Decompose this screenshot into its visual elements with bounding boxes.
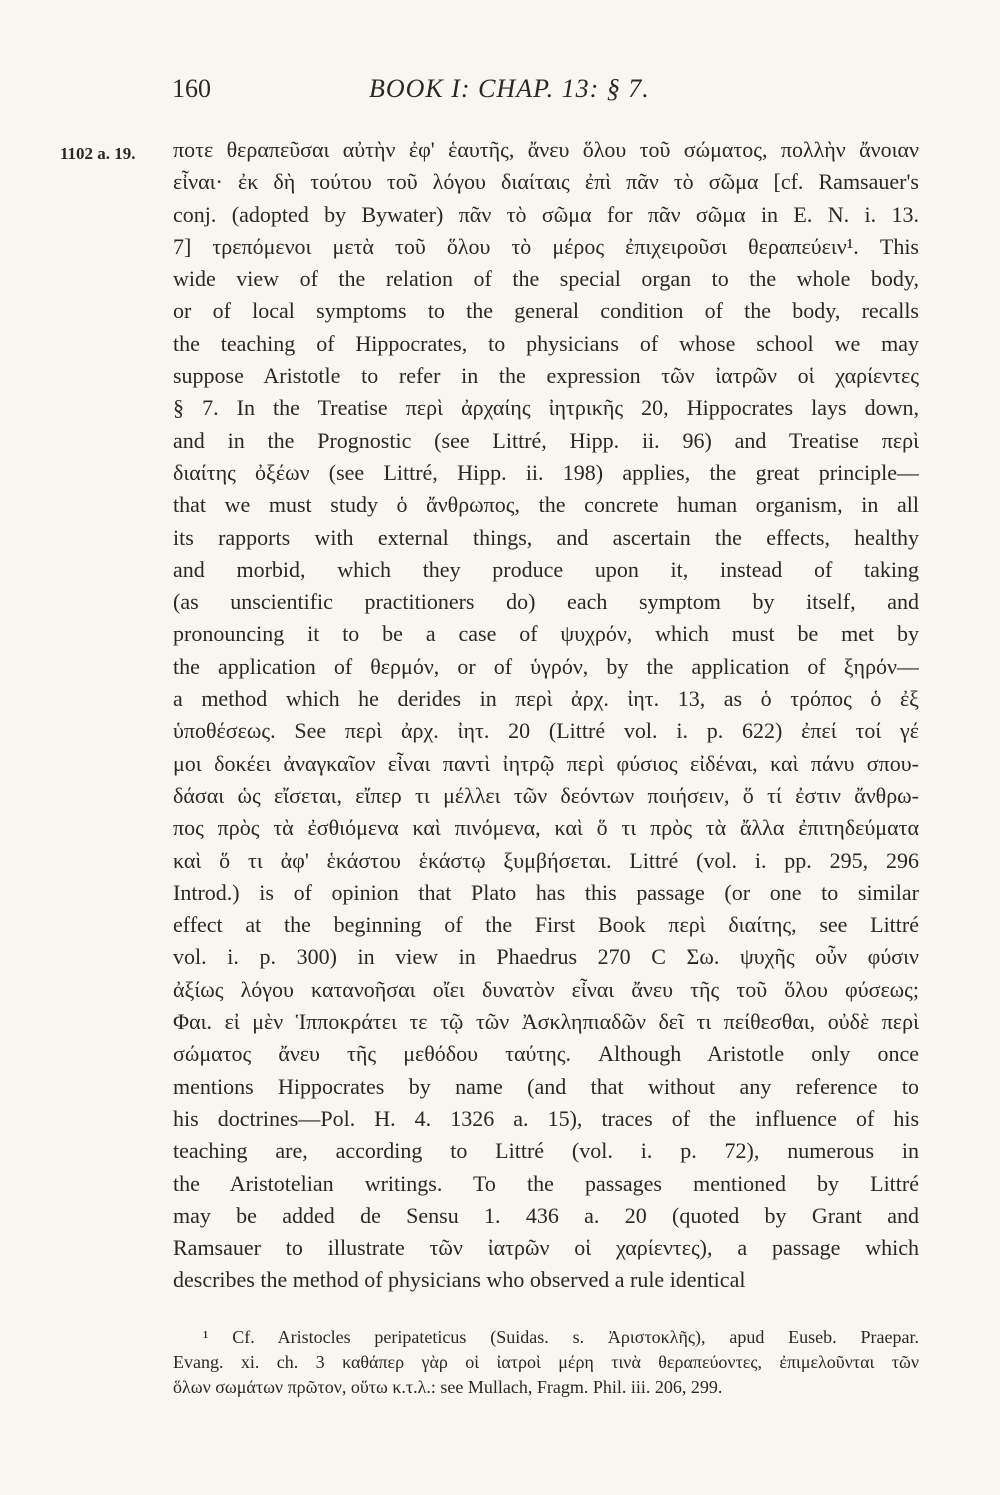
text-line: Ramsauer to illustrate τῶν ἰατρῶν οἱ χαρίεντες), a passage which	[173, 1235, 919, 1261]
text-line: σώματος ἄνευ τῆς μεθόδου ταύτης. Although Aristotle only once	[173, 1041, 919, 1067]
text-line: Φαι. εἰ μὲν Ἱπποκράτει τε τῷ τῶν Ἀσκληπιαδῶν δεῖ τι πείθεσθαι, οὐδὲ περὶ	[173, 1009, 919, 1035]
text-line: suppose Aristotle to refer in the expression τῶν ἰατρῶν οἱ χαρίεντες	[173, 363, 919, 389]
footnote-line: ¹ Cf. Aristocles peripateticus (Suidas. s. Ἀριστοκλῆς), apud Euseb. Praepar.	[203, 1327, 919, 1347]
footnote-line: ὅλων σωμάτων πρῶτον, οὕτω κ.τ.λ.: see Mullach, Fragm. Phil. iii. 206, 299.	[173, 1377, 723, 1397]
text-line: may be added de Sensu 1. 436 a. 20 (quoted by Grant and	[173, 1202, 919, 1228]
text-line: and in the Prognostic (see Littré, Hipp. ii. 96) and Treatise περὶ	[173, 427, 919, 453]
text-line: εἶναι· ἐκ δὴ τούτου τοῦ λόγου διαίταις ἐπὶ πᾶν τὸ σῶμα [cf. Ramsauer's	[173, 169, 919, 195]
text-line: a method which he derides in περὶ ἀρχ. ἰητ. 13, as ὁ τρόπος ὁ ἐξ	[173, 686, 919, 712]
text-line: vol. i. p. 300) in view in Phaedrus 270 C Σω. ψυχῆς οὖν φύσιν	[173, 944, 919, 970]
text-line: and morbid, which they produce upon it, instead of taking	[173, 556, 919, 582]
margin-reference: 1102 a. 19.	[60, 144, 136, 163]
footnote-line: Evang. xi. ch. 3 καθάπερ γὰρ οἱ ἰατροὶ μέρη τινὰ θεραπεύοντες, ἐπιμελοῦνται τῶν	[173, 1352, 919, 1372]
footnotes	[173, 1325, 919, 1400]
text-line: the Aristotelian writings. To the passages mentioned by Littré	[173, 1170, 919, 1196]
text-line: ὑποθέσεως. See περὶ ἀρχ. ἰητ. 20 (Littré vol. i. p. 622) ἐπεί τοί γέ	[173, 718, 919, 744]
text-line: or of local symptoms to the general condition of the body, recalls	[173, 298, 919, 324]
text-line: δάσαι ὡς εἴσεται, εἴπερ τι μέλλει τῶν δεόντων ποιήσειν, ὅ τί ἐστιν ἄνθρω-	[173, 782, 919, 808]
text-line: that we must study ὁ ἄνθρωπος, the concrete human organism, in all	[173, 492, 919, 518]
text-line: § 7. In the Treatise περὶ ἀρχαίης ἰητρικῆς 20, Hippocrates lays down,	[173, 395, 919, 421]
text-line: μοι δοκέει ἀναγκαῖον εἶναι παντὶ ἰητρῷ περὶ φύσιος εἰδέναι, καὶ πάνυ σπου-	[173, 750, 919, 776]
text-line: conj. (adopted by Bywater) πᾶν τὸ σῶμα for πᾶν σῶμα in E. N. i. 13.	[173, 201, 919, 227]
text-line: ποτε θεραπεῦσαι αὐτὴν ἐφ' ἑαυτῆς, ἄνευ ὅλου τοῦ σώματος, πολλὴν ἄνοιαν	[173, 137, 919, 162]
text-line: (as unscientific practitioners do) each symptom by itself, and	[173, 589, 919, 615]
text-line: his doctrines—Pol. H. 4. 1326 a. 15), traces of the influence of his	[173, 1105, 919, 1131]
text-line: ἀξίως λόγου κατανοῆσαι οἴει δυνατὸν εἶναι ἄνευ τῆς τοῦ ὅλου φύσεως;	[173, 976, 919, 1002]
chapter-title: BOOK I: CHAP. 13: § 7.	[369, 74, 650, 103]
text-line: describes the method of physicians who observed a rule identical	[173, 1267, 746, 1293]
text-line: the teaching of Hippocrates, to physicians of whose school we may	[173, 330, 919, 356]
running-head	[172, 74, 922, 110]
text-line: effect at the beginning of the First Book περὶ διαίτης, see Littré	[173, 912, 919, 938]
text-line: διαίτης ὀξέων (see Littré, Hipp. ii. 198) applies, the great principle—	[173, 459, 919, 485]
text-line: the application of θερμόν, or of ὑγρόν, by the application of ξηρόν—	[173, 653, 919, 679]
text-line: καὶ ὅ τι ἀφ' ἑκάστου ἑκάστῳ ξυμβήσεται. Littré (vol. i. pp. 295, 296	[173, 847, 919, 873]
text-line: teaching are, according to Littré (vol. i. p. 72), numerous in	[173, 1138, 919, 1164]
text-line: its rapports with external things, and ascertain the effects, healthy	[173, 524, 919, 550]
text-line: pronouncing it to be a case of ψυχρόν, which must be met by	[173, 621, 919, 647]
text-line: Introd.) is of opinion that Plato has this passage (or one to similar	[173, 879, 919, 905]
text-line: 7] τρεπόμενοι μετὰ τοῦ ὅλου τὸ μέρος ἐπιχειροῦσι θεραπεύειν¹. This	[173, 233, 919, 259]
text-line: mentions Hippocrates by name (and that without any reference to	[173, 1073, 919, 1099]
page-number: 160	[172, 74, 211, 103]
text-line: wide view of the relation of the special organ to the whole body,	[173, 266, 919, 292]
text-line: πος πρὸς τὰ ἐσθιόμενα καὶ πινόμενα, καὶ ὅ τι πρὸς τὰ ἄλλα ἐπιτηδεύματα	[173, 815, 919, 841]
body-text	[173, 134, 919, 1297]
